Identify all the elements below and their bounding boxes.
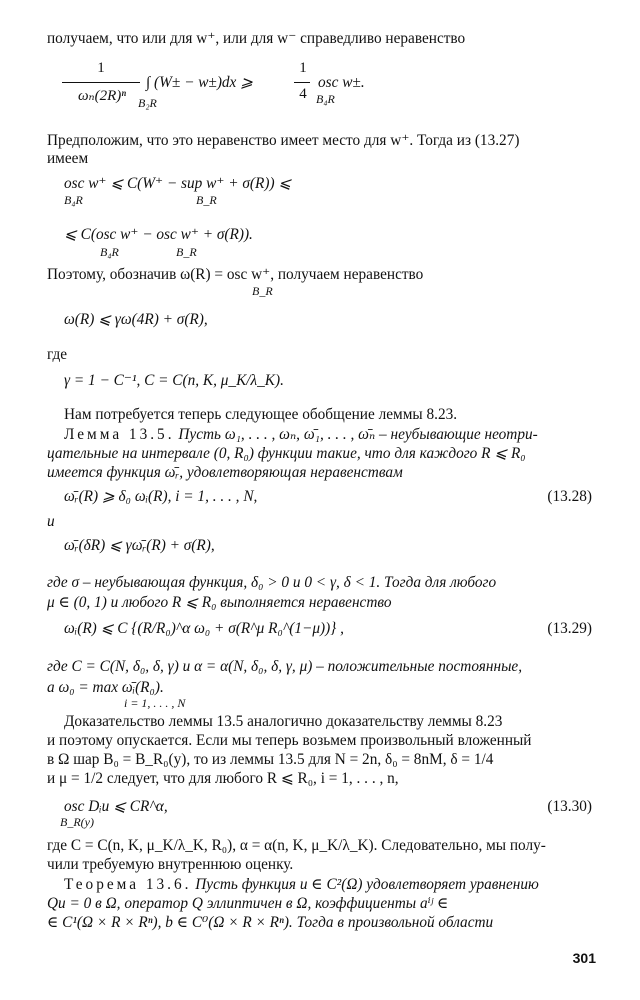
max-range: i = 1, . . . , N bbox=[124, 696, 186, 710]
lemma-heading: Лемма 13.5. bbox=[64, 426, 175, 443]
osc-domain: B₄R bbox=[64, 193, 83, 207]
text-line: а ω₀ = max ω̄ᵢ(R₀). bbox=[47, 679, 164, 696]
formula-body: ∫ (W± − w±)dx ⩾ bbox=[146, 74, 253, 91]
fraction-bar bbox=[62, 82, 140, 83]
fraction-denominator: ωₙ(2R)ⁿ bbox=[77, 88, 127, 104]
text-line: имеем bbox=[47, 150, 89, 167]
sup-domain: B_R bbox=[196, 193, 217, 207]
text-line: цательные на интервале (0, R₀) функции такие, что для каждого R ⩽ R₀ bbox=[47, 445, 526, 462]
theorem-heading: Теорема 13.6. bbox=[64, 876, 192, 893]
formula-body: osc w±. bbox=[318, 74, 365, 91]
equation: ωᵢ(R) ⩽ C {(R/R₀)^α ω₀ + σ(R^μ R₀^(1−μ))} , bbox=[64, 620, 344, 637]
text-line: Доказательство леммы 13.5 аналогично доказательству леммы 8.23 bbox=[64, 713, 503, 730]
fraction-denominator: 4 bbox=[299, 86, 307, 102]
fraction-numerator: 1 bbox=[299, 60, 307, 76]
theorem-line bbox=[64, 876, 539, 894]
equation: γ = 1 − C⁻¹, C = C(n, K, μ_K/λ_K). bbox=[64, 372, 284, 389]
text-line: ∈ C¹(Ω × R × Rⁿ), b ∈ C⁰(Ω × R × Rⁿ). Тогда в произвольной области bbox=[47, 914, 494, 931]
equation: ⩽ C(osc w⁺ − osc w⁺ + σ(R)). bbox=[64, 226, 253, 243]
equation-number: (13.29) bbox=[547, 620, 592, 637]
text-line: в Ω шар B₀ = B_R₀(y), то из леммы 13.5 для N = 2n, δ₀ = 8nM, δ = 1/4 bbox=[47, 751, 494, 768]
osc-domain: B_R bbox=[252, 284, 273, 298]
text-line: получаем, что или для w⁺, или для w⁻ справедливо неравенство bbox=[47, 30, 466, 47]
text-line: имеется функция ω̄ᵣ, удовлетворяющая неравенствам bbox=[47, 464, 403, 481]
equation-number: (13.30) bbox=[547, 798, 592, 815]
text-line: где C = C(n, K, μ_K/λ_K, R₀), α = α(n, K, μ_K/λ_K). Следовательно, мы полу- bbox=[47, 837, 546, 854]
text-line: Предположим, что это неравенство имеет место для w⁺. Тогда из (13.27) bbox=[47, 132, 520, 149]
equation-number: (13.28) bbox=[547, 488, 592, 505]
page-number: 301 bbox=[572, 950, 596, 966]
text-line: где C = C(N, δ₀, δ, γ) и α = α(N, δ₀, δ, γ, μ) – положительные постоянные, bbox=[47, 658, 523, 675]
equation: ω̄ᵣ(δR) ⩽ γω̄ᵣ(R) + σ(R), bbox=[64, 537, 215, 554]
theorem-text: Пусть функция u ∈ C²(Ω) удовлетворяет уравнению bbox=[195, 876, 539, 893]
text-line: Qu = 0 в Ω, оператор Q эллиптичен в Ω, коэффициенты aⁱʲ ∈ bbox=[47, 895, 449, 912]
text-line: μ ∈ (0, 1) и любого R ⩽ R₀ выполняется неравенство bbox=[47, 594, 392, 611]
osc-domain: B₄R bbox=[316, 92, 335, 106]
equation: osc w⁺ ⩽ C(W⁺ − sup w⁺ + σ(R)) ⩽ bbox=[64, 175, 292, 192]
fraction-numerator: 1 bbox=[97, 60, 105, 76]
text-line: Поэтому, обозначив ω(R) = osc w⁺, получаем неравенство bbox=[47, 266, 424, 283]
osc-domain: B_R bbox=[176, 245, 197, 259]
osc-domain: B₄R bbox=[100, 245, 119, 259]
text-line: и μ = 1/2 следует, что для любого R ⩽ R₀, i = 1, . . . , n, bbox=[47, 770, 399, 787]
lemma-text: Пусть ω₁, . . . , ωₙ, ω̄₁, . . . , ω̄ₙ – неубывающие неотри- bbox=[178, 426, 538, 443]
integral-domain: B₂R bbox=[138, 96, 157, 110]
fraction-bar bbox=[294, 82, 310, 83]
osc-domain: B_R(y) bbox=[60, 815, 94, 829]
equation: osc Dᵢu ⩽ CR^α, bbox=[64, 798, 168, 815]
text-line: где bbox=[47, 346, 68, 363]
text-line: Нам потребуется теперь следующее обобщение леммы 8.23. bbox=[64, 406, 458, 423]
equation: ω(R) ⩽ γω(4R) + σ(R), bbox=[64, 311, 208, 328]
equation: ω̄ᵣ(R) ⩾ δ₀ ωᵢ(R), i = 1, . . . , N, bbox=[64, 488, 258, 505]
lemma-line bbox=[64, 426, 538, 444]
text-line: где σ – неубывающая функция, δ₀ > 0 и 0 < γ, δ < 1. Тогда для любого bbox=[47, 574, 497, 591]
text-line: и bbox=[47, 513, 55, 530]
text-line: чили требуемую внутреннюю оценку. bbox=[47, 856, 294, 873]
text-line: и поэтому опускается. Если мы теперь возьмем произвольный вложенный bbox=[47, 732, 532, 749]
